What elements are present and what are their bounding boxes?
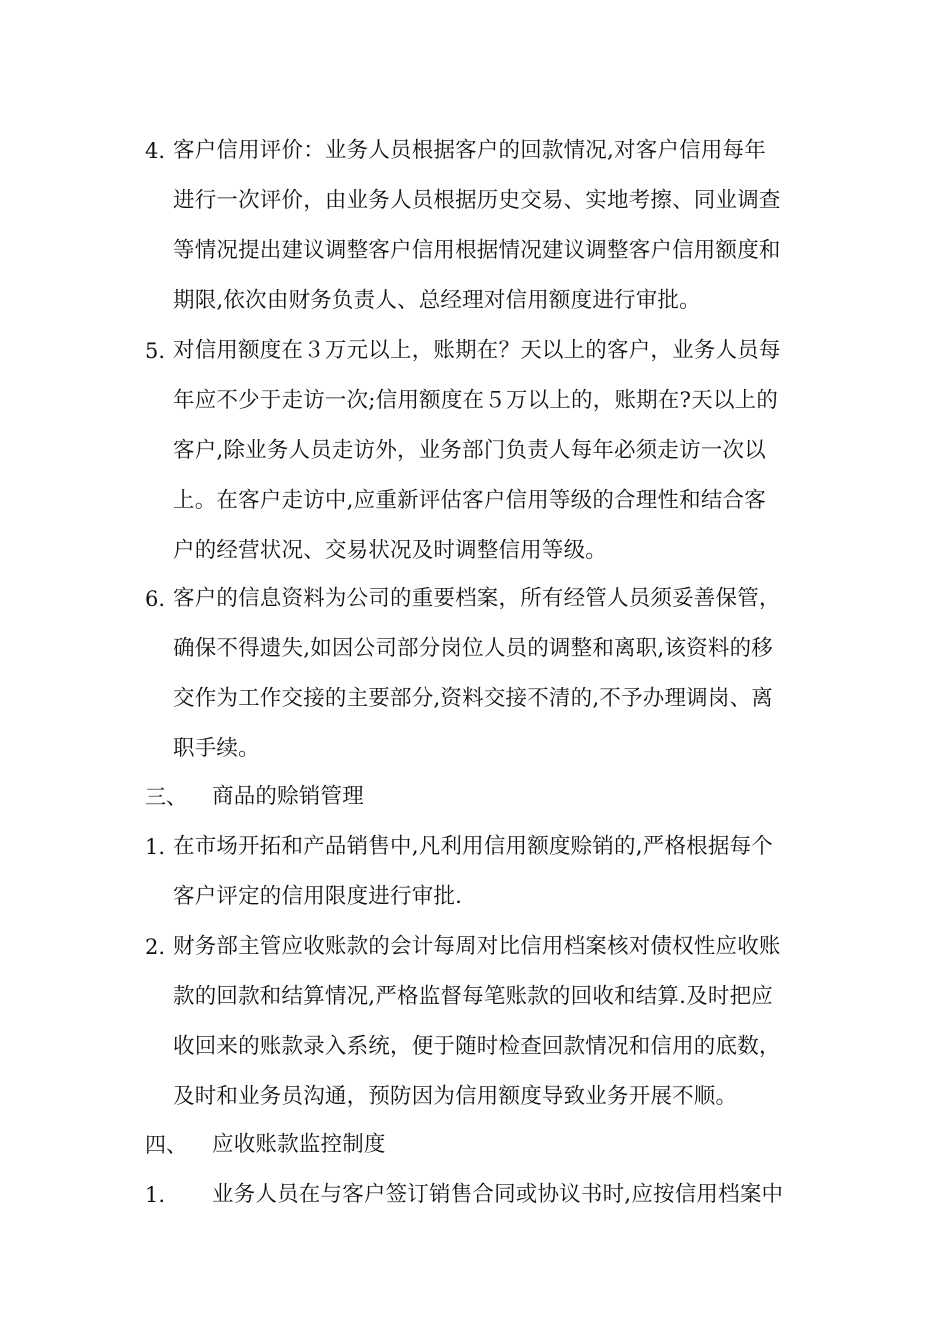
item-number: 5. bbox=[145, 339, 166, 363]
section-number: 三、 bbox=[145, 785, 187, 809]
item-number: 4. bbox=[145, 139, 166, 163]
paragraph-line: 款的回款和结算情况,严格监督每笔账款的回收和结算.及时把应 bbox=[173, 984, 773, 1009]
paragraph-line: 年应不少于走访一次;信用额度在５万以上的，账期在?天以上的 bbox=[173, 388, 779, 413]
paragraph-line: 期限,依次由财务负责人、总经理对信用额度进行审批。 bbox=[173, 288, 701, 313]
item-number: 2. bbox=[145, 935, 166, 959]
paragraph-line: 交作为工作交接的主要部分,资料交接不清的,不予办理调岗、离 bbox=[173, 686, 773, 711]
item-number: 6. bbox=[145, 587, 166, 611]
paragraph-line: 确保不得遗失,如因公司部分岗位人员的调整和离职,该资料的移 bbox=[173, 636, 773, 661]
item-number: 1. bbox=[145, 1183, 166, 1207]
paragraph-line: 财务部主管应收账款的会计每周对比信用档案核对债权性应收账 bbox=[173, 934, 781, 959]
item-number: 1. bbox=[145, 835, 166, 859]
paragraph-line: 户的经营状况、交易状况及时调整信用等级。 bbox=[173, 538, 608, 563]
paragraph-line: 客户评定的信用限度进行审批. bbox=[173, 884, 463, 909]
paragraph-line: 客户,除业务人员走访外，业务部门负责人每年必须走访一次以 bbox=[173, 438, 766, 463]
paragraph-line: 客户信用评价：业务人员根据客户的回款情况,对客户信用每年 bbox=[173, 138, 766, 163]
paragraph-line: 业务人员在与客户签订销售合同或协议书时,应按信用档案中 bbox=[212, 1182, 784, 1207]
paragraph-line: 对信用额度在３万元以上，账期在？天以上的客户，业务人员每 bbox=[173, 338, 781, 363]
paragraph-line: 等情况提出建议调整客户信用根据情况建议调整客户信用额度和 bbox=[173, 238, 781, 263]
paragraph-line: 收回来的账款录入系统，便于随时检查回款情况和信用的底数， bbox=[173, 1034, 781, 1059]
section-title: 商品的赊销管理 bbox=[212, 784, 364, 809]
section-number: 四、 bbox=[145, 1133, 187, 1157]
paragraph-line: 职手续。 bbox=[173, 736, 260, 761]
paragraph-line: 上。在客户走访中,应重新评估客户信用等级的合理性和结合客 bbox=[173, 488, 766, 513]
paragraph-line: 客户的信息资料为公司的重要档案，所有经管人员须妥善保管， bbox=[173, 586, 781, 611]
paragraph-line: 及时和业务员沟通，预防因为信用额度导致业务开展不顺。 bbox=[173, 1084, 738, 1109]
paragraph-line: 在市场开拓和产品销售中,凡利用信用额度赊销的,严格根据每个 bbox=[173, 834, 773, 859]
paragraph-line: 进行一次评价，由业务人员根据历史交易、实地考擦、同业调查 bbox=[173, 188, 781, 213]
section-title: 应收账款监控制度 bbox=[212, 1132, 386, 1157]
